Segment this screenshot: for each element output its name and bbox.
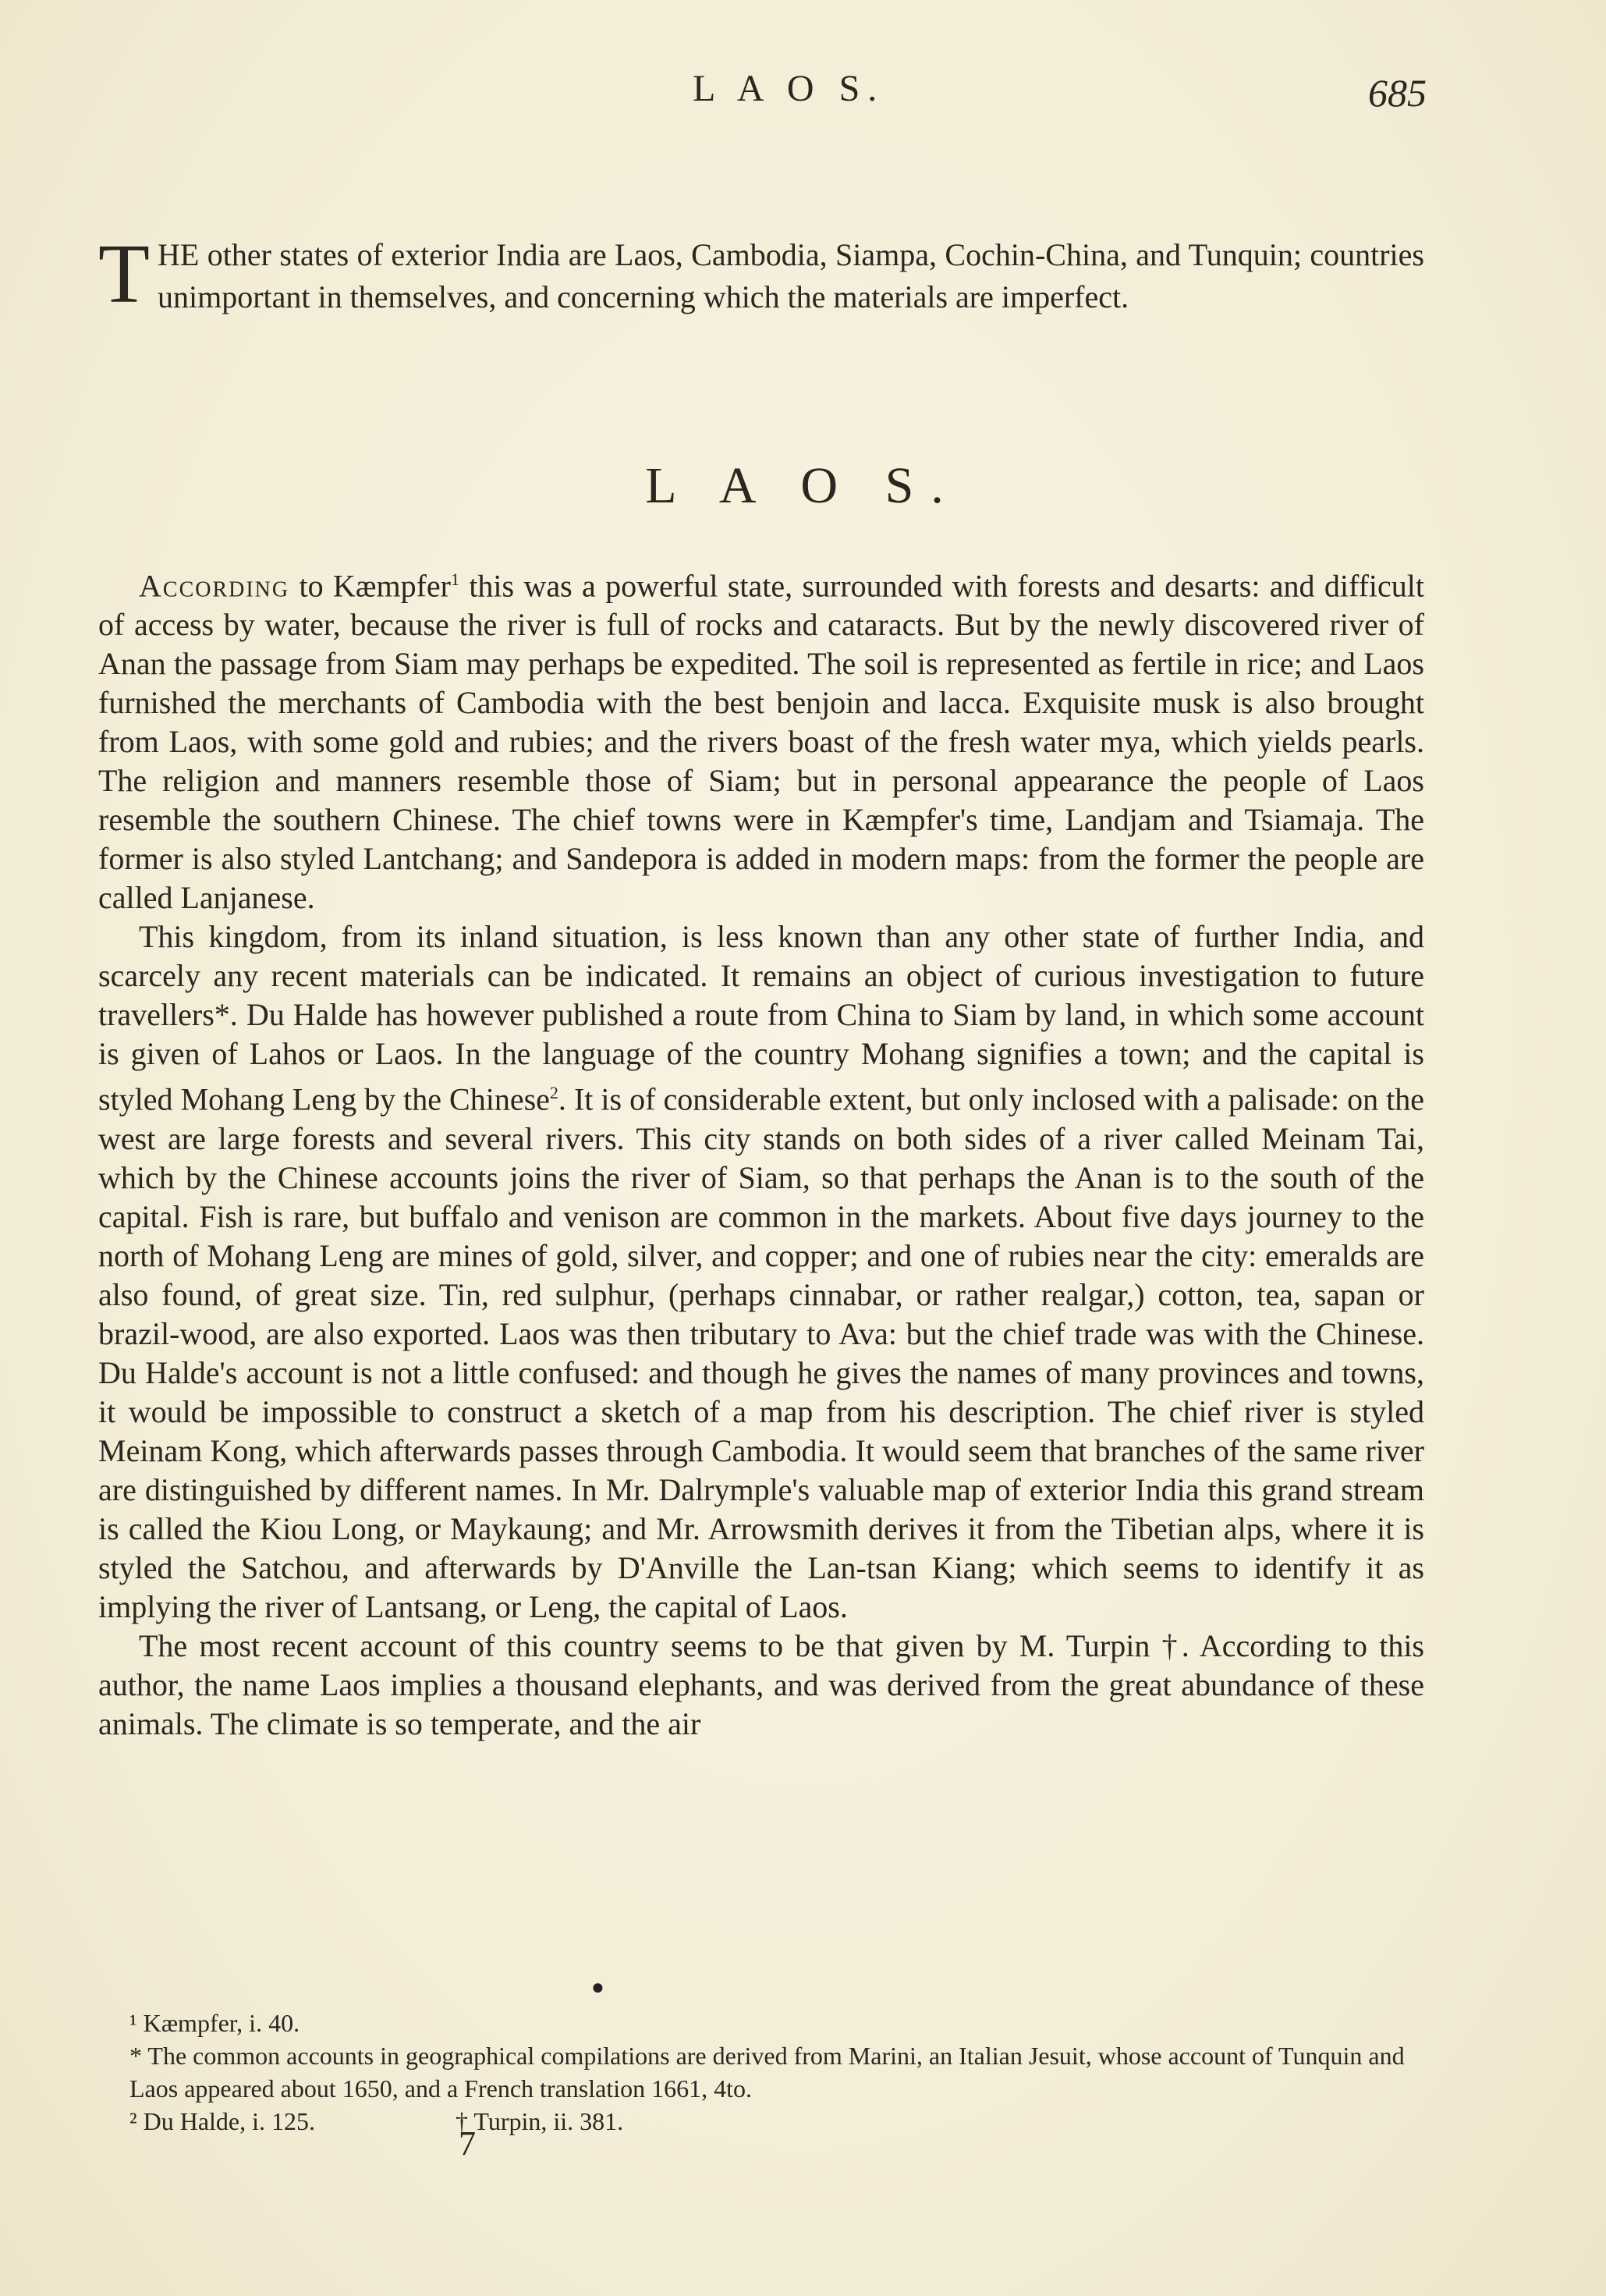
page-number: 685 [1368, 71, 1427, 115]
paragraph-3: The most recent account of this country seems to be that given by M. Turpin †. According to this author, the name Laos implies a thousand elephants, and was derived from the great abundance of these animals. The climate is so temperate, and the air [98, 1627, 1424, 1741]
paragraph-1-text-a: to Kæmpfer [289, 568, 451, 604]
paragraph-2 [98, 917, 1424, 1626]
body-text [98, 560, 1424, 1744]
intro-paragraph [98, 228, 1424, 321]
intro-text: HE other states of exterior India are Laos, Cambodia, Siampa, Cochin-China, and Tunquin; countries unimportant in themselves, and concerning which the materials are imperfect. [157, 237, 1424, 314]
section-heading: L A O S. [645, 457, 961, 514]
footnote-row [94, 2105, 1420, 2138]
paragraph-1 [98, 560, 1424, 917]
running-title: L A O S. [693, 68, 885, 109]
footnote-star: * The common accounts in geographical compilations are derived from Marini, an Italian Jesuit, whose account of Tunquin and Laos appeared about 1650, and a French translation 1661, 4to. [129, 2042, 1405, 2103]
paragraph-1-text-b: this was a powerful state, surrounded with forests and desarts: and difficult of access by water, because the river is full of rocks and cataracts. But by the newly discovered river of Anan the passage from Siam may perhaps be expedited. The soil is represented as fertile in rice; and Laos furnished the merchants of Cambodia with the best benjoin and lacca. Exquisite musk is also brought from Laos, with some gold and rubies; and the rivers boast of the fresh water mya, which yields pearls. The religion and manners resemble those of Siam; but in personal appearance the people of Laos resemble the southern Chinese. The chief towns were in Kæmpfer's time, Landjam and Tsiamaja. The former is also styled Lantchang; and Sandepora is added in modern maps: from the former the people are called Lanjanese. [98, 568, 1424, 916]
running-head [0, 67, 1606, 114]
footnote-2: ² Du Halde, i. 125. [129, 2107, 315, 2135]
paragraph-2-text-b: . It is of considerable extent, but only inclosed with a palisade: on the west are large forests and several rivers. This city stands on both sides of a river called Meinam Tai, which by the Chinese accounts joins the river of Siam, so that perhaps the Anan is to the south of the capital. Fish is rare, but buffalo and venison are common in the markets. About five days journey to the north of Mohang Leng are mines of gold, silver, and copper; and one of rubies near the city: emeralds are also found, of great size. Tin, red sulphur, (perhaps cinnabar, or rather realgar,) cotton, tea, sapan or brazil-wood, are also exported. Laos was then tributary to Ava: but the chief trade was with the Chinese. Du Halde's account is not a little confused: and though he gives the names of many provinces and towns, it would be impossible to construct a sketch of a map from his description. The chief river is styled Meinam Kong, which afterwards passes through Cambodia. It would seem that branches of the same river are distinguished by different names. In Mr. Dalrymple's valuable map of exterior India this grand stream is called the Kiou Long, or Maykaung; and Mr. Arrowsmith derives it from the Tibetian alps, where it is styled the Satchou, and afterwards by D'Anville the Lan-tsan Kiang; which seems to identify it as implying the river of Lantsang, or Leng, the capital of Laos. [98, 1081, 1424, 1624]
footnote-ref-1: 1 [450, 570, 459, 589]
drop-cap: T [98, 228, 150, 321]
footnotes [94, 2007, 1420, 2138]
footnote-ref-2: 2 [549, 1083, 558, 1103]
footnote-dagger: † Turpin, ii. 381. [456, 2107, 624, 2135]
footnote-1: ¹ Kæmpfer, i. 40. [129, 2009, 300, 2037]
paragraph-lead-word: According [139, 568, 290, 604]
divider-mark: ● [591, 1975, 604, 2000]
paragraph-2-text-a: This kingdom, from its inland situation, is less known than any other state of further India, and scarcely any recent materials can be indicated. It remains an object of curious investigation to future travellers*. Du Halde has however published a route from China to Siam by land, in which some account is given of Lahos or Laos. In the language of the country Mohang signifies a town; and the capital is styled Mohang Leng by the Chinese [98, 919, 1424, 1117]
signature-mark: 7 [459, 2124, 476, 2163]
